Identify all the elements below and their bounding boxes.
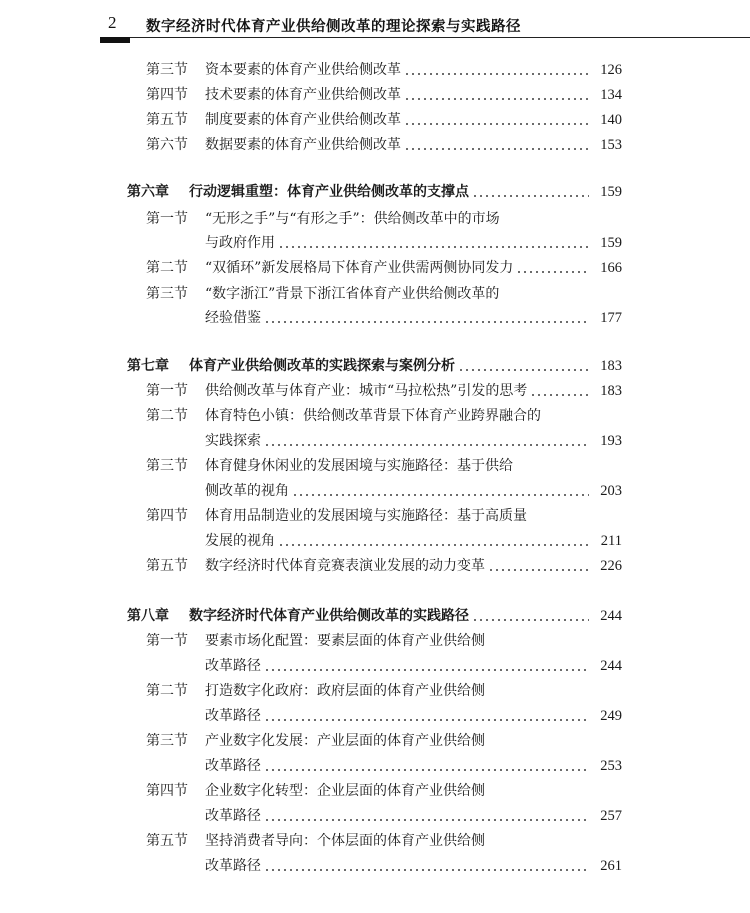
page-ref: 211 xyxy=(600,533,622,549)
section-title-row xyxy=(205,780,592,802)
section-title-row xyxy=(205,430,592,452)
section-label: 第一节 xyxy=(146,633,188,649)
section-title-row xyxy=(205,84,592,106)
section-title-cont: 经验借鉴 xyxy=(205,310,261,326)
section-title-row xyxy=(205,134,592,156)
section-title: 数据要素的体育产业供给侧改革 xyxy=(205,137,401,153)
section-title: 体育特色小镇：供给侧改革背景下体育产业跨界融合的 xyxy=(205,408,541,424)
page-ref: 140 xyxy=(600,112,622,128)
section-title: 要素市场化配置：要素层面的体育产业供给侧 xyxy=(205,633,485,649)
page-ref: 159 xyxy=(600,235,622,251)
section-title-row xyxy=(205,307,592,329)
dot-leader xyxy=(264,755,589,777)
header-rule xyxy=(100,37,750,38)
toc-section[interactable] xyxy=(0,780,750,802)
toc-section[interactable] xyxy=(0,59,750,81)
dot-leader xyxy=(264,805,589,827)
toc-section[interactable] xyxy=(0,257,750,279)
section-title-row xyxy=(205,555,592,577)
chapter-title-row xyxy=(189,181,592,203)
page-ref: 193 xyxy=(600,433,622,449)
section-title-row xyxy=(205,855,592,877)
section-title-row xyxy=(205,257,592,279)
toc-section-continuation[interactable] xyxy=(0,655,750,677)
dot-leader xyxy=(264,655,589,677)
page-ref: 183 xyxy=(600,383,622,399)
section-title-row xyxy=(205,380,592,402)
chapter-label: 第八章 xyxy=(127,608,169,624)
toc-section[interactable] xyxy=(0,505,750,527)
toc-section-continuation[interactable] xyxy=(0,755,750,777)
dot-leader xyxy=(516,257,589,279)
section-title: “无形之手”与“有形之手”：供给侧改革中的市场 xyxy=(205,211,500,227)
section-title-cont: 实践探索 xyxy=(205,433,261,449)
section-label: 第五节 xyxy=(146,558,188,574)
section-label: 第四节 xyxy=(146,87,188,103)
section-label: 第三节 xyxy=(146,458,188,474)
section-label: 第一节 xyxy=(146,211,188,227)
page-ref: 257 xyxy=(600,808,622,824)
toc-section[interactable] xyxy=(0,109,750,131)
section-label: 第六节 xyxy=(146,137,188,153)
toc-section-continuation[interactable] xyxy=(0,480,750,502)
page-ref: 203 xyxy=(600,483,622,499)
toc-section[interactable] xyxy=(0,455,750,477)
section-title: 体育健身休闲业的发展困境与实施路径：基于供给 xyxy=(205,458,513,474)
toc-section-continuation[interactable] xyxy=(0,805,750,827)
dot-leader xyxy=(278,530,589,552)
dot-leader xyxy=(264,855,589,877)
dot-leader xyxy=(530,380,589,402)
page-ref: 177 xyxy=(600,310,622,326)
section-title-row xyxy=(205,59,592,81)
toc-section[interactable] xyxy=(0,405,750,427)
chapter-label: 第六章 xyxy=(127,184,169,200)
section-title-row xyxy=(205,755,592,777)
dot-leader xyxy=(404,59,589,81)
dot-leader xyxy=(264,307,589,329)
dot-leader xyxy=(404,134,589,156)
chapter-label: 第七章 xyxy=(127,358,169,374)
dot-leader xyxy=(404,84,589,106)
toc-section[interactable] xyxy=(0,630,750,652)
header-rule-accent xyxy=(100,37,130,43)
chapter-title: 行动逻辑重塑：体育产业供给侧改革的支撑点 xyxy=(189,184,469,200)
section-title-cont: 改革路径 xyxy=(205,858,261,874)
page-ref: 159 xyxy=(600,184,622,200)
section-title: 打造数字化政府：政府层面的体育产业供给侧 xyxy=(205,683,485,699)
section-title-row xyxy=(205,405,592,427)
toc-section[interactable] xyxy=(0,730,750,752)
page-ref: 153 xyxy=(600,137,622,153)
section-title-row xyxy=(205,505,592,527)
toc-chapter[interactable] xyxy=(0,181,750,203)
toc-section-continuation[interactable] xyxy=(0,232,750,254)
page-header xyxy=(0,0,750,48)
section-title: 制度要素的体育产业供给侧改革 xyxy=(205,112,401,128)
section-label: 第三节 xyxy=(146,62,188,78)
section-title-row xyxy=(205,109,592,131)
page-ref: 244 xyxy=(600,608,622,624)
section-title-row xyxy=(205,630,592,652)
section-title-row xyxy=(205,480,592,502)
running-title: 数字经济时代体育产业供给侧改革的理论探索与实践路径 xyxy=(146,19,521,35)
chapter-title-row xyxy=(189,355,592,377)
page-ref: 249 xyxy=(600,708,622,724)
toc-section-continuation[interactable] xyxy=(0,530,750,552)
section-title-cont: 侧改革的视角 xyxy=(205,483,289,499)
page-ref: 134 xyxy=(600,87,622,103)
toc-section[interactable] xyxy=(0,680,750,702)
section-title-cont: 改革路径 xyxy=(205,658,261,674)
section-title-row xyxy=(205,705,592,727)
section-title: 产业数字化发展：产业层面的体育产业供给侧 xyxy=(205,733,485,749)
section-label: 第二节 xyxy=(146,408,188,424)
section-title-row xyxy=(205,805,592,827)
section-label: 第二节 xyxy=(146,260,188,276)
toc-chapter[interactable] xyxy=(0,355,750,377)
page-number: 2 xyxy=(108,13,117,32)
section-title: 资本要素的体育产业供给侧改革 xyxy=(205,62,401,78)
section-title-row xyxy=(205,455,592,477)
section-title-row xyxy=(205,655,592,677)
toc-section[interactable] xyxy=(0,134,750,156)
section-title-row xyxy=(205,680,592,702)
chapter-title: 体育产业供给侧改革的实践探索与案例分析 xyxy=(189,358,455,374)
chapter-title: 数字经济时代体育产业供给侧改革的实践路径 xyxy=(189,608,469,624)
toc-section[interactable] xyxy=(0,830,750,852)
section-title: “数字浙江”背景下浙江省体育产业供给侧改革的 xyxy=(205,286,500,302)
section-title-row xyxy=(205,232,592,254)
page-ref: 166 xyxy=(600,260,622,276)
toc-section-continuation[interactable] xyxy=(0,430,750,452)
section-title-row xyxy=(205,830,592,852)
section-title: 企业数字化转型：企业层面的体育产业供给侧 xyxy=(205,783,485,799)
section-title-cont: 改革路径 xyxy=(205,808,261,824)
section-label: 第四节 xyxy=(146,508,188,524)
section-title-row xyxy=(205,283,592,305)
toc-section-continuation[interactable] xyxy=(0,307,750,329)
dot-leader xyxy=(472,605,589,627)
section-label: 第三节 xyxy=(146,733,188,749)
section-label: 第一节 xyxy=(146,383,188,399)
dot-leader xyxy=(472,181,589,203)
page-ref: 226 xyxy=(600,558,622,574)
toc-section-continuation[interactable] xyxy=(0,705,750,727)
page-ref: 253 xyxy=(600,758,622,774)
dot-leader xyxy=(458,355,589,377)
dot-leader xyxy=(264,705,589,727)
page-ref: 183 xyxy=(600,358,622,374)
section-title: “双循环”新发展格局下体育产业供需两侧协同发力 xyxy=(205,260,514,276)
section-title-cont: 改革路径 xyxy=(205,708,261,724)
dot-leader xyxy=(278,232,589,254)
section-label: 第四节 xyxy=(146,783,188,799)
toc-section[interactable] xyxy=(0,283,750,305)
page-ref: 126 xyxy=(600,62,622,78)
page-ref: 261 xyxy=(600,858,622,874)
section-title-cont: 改革路径 xyxy=(205,758,261,774)
section-title-cont: 发展的视角 xyxy=(205,533,275,549)
section-title-row xyxy=(205,730,592,752)
section-label: 第三节 xyxy=(146,286,188,302)
toc-section[interactable] xyxy=(0,555,750,577)
dot-leader xyxy=(488,555,589,577)
section-title: 供给侧改革与体育产业：城市“马拉松热”引发的思考 xyxy=(205,383,528,399)
toc-chapter[interactable] xyxy=(0,605,750,627)
section-title-row xyxy=(205,208,592,230)
chapter-title-row xyxy=(189,605,592,627)
toc-section-continuation[interactable] xyxy=(0,855,750,877)
section-label: 第五节 xyxy=(146,112,188,128)
section-title: 体育用品制造业的发展困境与实施路径：基于高质量 xyxy=(205,508,527,524)
page-ref: 244 xyxy=(600,658,622,674)
section-label: 第五节 xyxy=(146,833,188,849)
dot-leader xyxy=(292,480,589,502)
section-label: 第二节 xyxy=(146,683,188,699)
toc-section[interactable] xyxy=(0,208,750,230)
toc-section[interactable] xyxy=(0,84,750,106)
section-title: 技术要素的体育产业供给侧改革 xyxy=(205,87,401,103)
section-title: 数字经济时代体育竞赛表演业发展的动力变革 xyxy=(205,558,485,574)
section-title: 坚持消费者导向：个体层面的体育产业供给侧 xyxy=(205,833,485,849)
section-title-row xyxy=(205,530,592,552)
dot-leader xyxy=(404,109,589,131)
section-title-cont: 与政府作用 xyxy=(205,235,275,251)
toc-section[interactable] xyxy=(0,380,750,402)
dot-leader xyxy=(264,430,589,452)
